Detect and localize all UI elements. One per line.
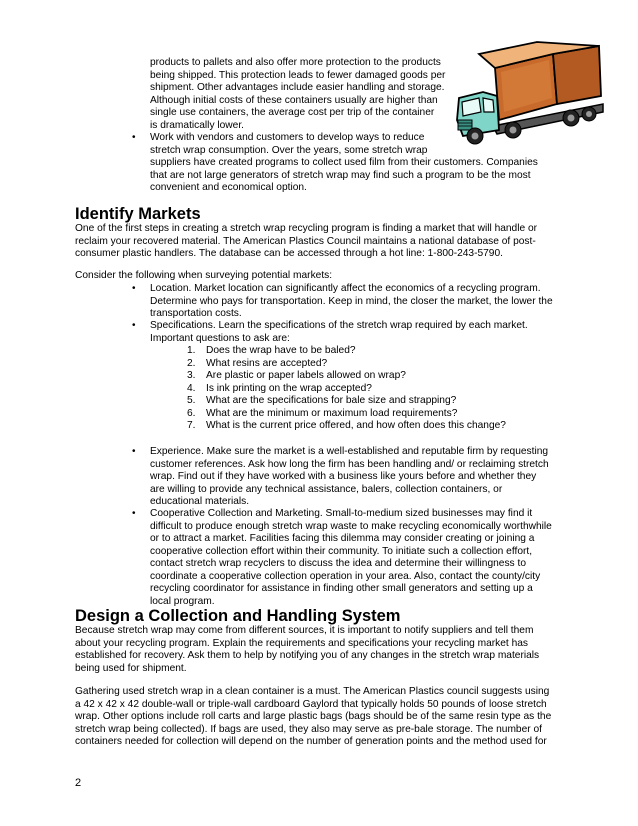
text-line: being shipped. This protection leads to fewer damaged goods per	[150, 69, 446, 81]
text-line: reclaim your recovered material. The American Plastics Council maintains a national database of post-	[75, 235, 536, 247]
list-item: What is the current price offered, and how often does this change?	[206, 420, 506, 431]
bullet-marker: •	[132, 446, 136, 457]
text-line: shipment. Other advantages include easier handling and storage.	[150, 82, 445, 93]
text-line: or to attract a market. Facilities facing this dilemma may consider creating or joining a	[150, 533, 535, 544]
text-line: consumer plastic handlers. The database can be accessed through a hot line: 1-800-243-5790.	[75, 248, 503, 259]
text-line: Although initial costs of these containers usually are higher than	[150, 94, 438, 106]
text-line: Cooperative Collection and Marketing. Small-to-medium sized businesses may find it	[150, 508, 533, 519]
text-line: being used for shipment.	[75, 662, 187, 674]
text-line: about your recycling program. Explain the requirements and specifications your recycling market has	[75, 637, 528, 649]
text-line: suppliers have created programs to collect used film from their customers. Companies	[150, 157, 538, 168]
text-line: difficult to produce enough stretch wrap waste to make recycling economically worthwhile	[150, 520, 552, 532]
bullet-marker: •	[132, 320, 136, 331]
section-heading-identify-markets: Identify Markets	[75, 205, 201, 223]
text-line: transportation costs.	[150, 308, 242, 319]
text-line: customer references. Ask how long the firm has been handling and/ or reclaiming stretch	[150, 458, 549, 470]
text-line: coordinate a cooperative collection operation in your area. Also, contact the county/city	[150, 570, 541, 582]
text-line: cooperative collection effort within their community. To initiate such a collection effort,	[150, 545, 533, 557]
text-line: established for recovery. Ask them to help by notifying you of any changes in the stretch wrap materials	[75, 650, 540, 661]
text-line: stretch wrap consumption. Over the years, some stretch wrap	[150, 144, 428, 156]
text-line: is dramatically lower.	[150, 119, 244, 131]
consider-text: Consider the following when surveying potential markets:	[75, 270, 333, 281]
list-number: 1.	[187, 345, 196, 356]
text-line: One of the first steps in creating a stretch wrap recycling program is finding a market that will handle or	[75, 223, 538, 234]
text-line: Important questions to ask are:	[150, 332, 290, 344]
list-item: Does the wrap have to be baled?	[206, 345, 356, 356]
bullet-marker: •	[132, 283, 136, 294]
text-line: wrap. Find out if they have worked with a business like yours before and whether they	[150, 471, 537, 482]
text-line: local program.	[150, 595, 215, 607]
text-line: containers needed for collection will depend on the number of generation points and the method used for	[75, 736, 547, 747]
list-number: 3.	[187, 370, 196, 381]
text-line: Because stretch wrap may come from different sources, it is important to notify suppliers and tell them	[75, 625, 534, 636]
text-line: are willing to provide any technical assistance, balers, collection containers, or	[150, 483, 503, 495]
text-line: that are not large generators of stretch wrap may find such a program to be the most	[150, 169, 531, 181]
list-number: 5.	[187, 395, 196, 406]
text-line: recycling coordinator for assistance in finding other small generators and setting up a	[150, 583, 533, 594]
text-line: Experience. Make sure the market is a well-established and reputable firm by requesting	[150, 446, 549, 457]
list-item: What resins are accepted?	[206, 357, 328, 369]
text-line: contact stretch wrap recyclers to discuss the idea and determine their willingness to	[150, 558, 526, 569]
delivery-truck-icon	[453, 40, 605, 146]
list-number: 4.	[187, 382, 196, 394]
text-line: single use containers, the average cost per trip of the container	[150, 107, 435, 118]
bullet-marker: •	[132, 508, 136, 519]
list-number: 6.	[187, 407, 196, 419]
text-line: Work with vendors and customers to develop ways to reduce	[150, 132, 425, 143]
text-line: wrap. Other options include roll carts and large plastic bags (bags should be of the same resin type as the	[75, 711, 552, 722]
text-line: Location. Market location can significantly affect the economics of a recycling program.	[150, 283, 541, 294]
text-line: Gathering used stretch wrap in a clean container is a must. The American Plastics council suggests using	[75, 686, 550, 697]
text-line: a 42 x 42 x 42 double-wall or triple-wall cardboard Gaylord that typically holds 50 pounds of loose stretch	[75, 698, 547, 710]
text-line: Specifications. Learn the specifications of the stretch wrap required by each market.	[150, 320, 528, 331]
text-line: products to pallets and also offer more protection to the products	[150, 57, 441, 68]
list-number: 2.	[187, 357, 196, 369]
list-item: Is ink printing on the wrap accepted?	[206, 382, 372, 394]
bullet-marker: •	[132, 132, 136, 143]
text-line: Determine who pays for transportation. Keep in mind, the closer the market, the lower the	[150, 295, 553, 307]
list-number: 7.	[187, 420, 196, 431]
text-line: convenient and economical option.	[150, 182, 307, 193]
text-line: stretch wrap being collected). If bags are used, they also may serve as pre-bale storage. The number of	[75, 723, 542, 735]
list-item: Are plastic or paper labels allowed on wrap?	[206, 370, 406, 381]
list-item: What are the minimum or maximum load requirements?	[206, 407, 458, 419]
page-number: 2	[75, 777, 82, 789]
section-heading-design-collection: Design a Collection and Handling System	[75, 607, 401, 625]
list-item: What are the specifications for bale size and strapping?	[206, 395, 457, 406]
text-line: educational materials.	[150, 496, 250, 507]
